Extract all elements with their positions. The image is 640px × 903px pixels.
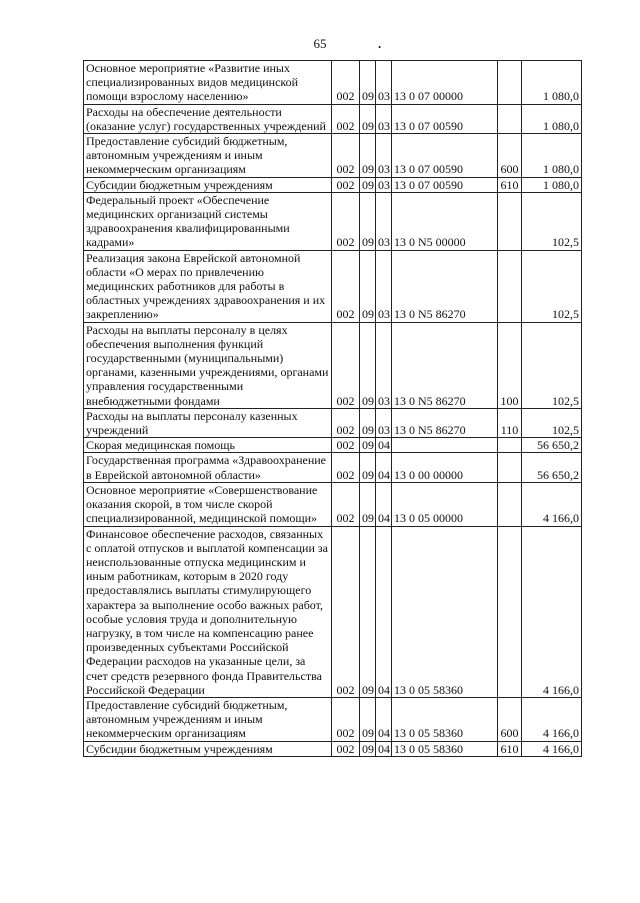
row-subsection: 03 <box>376 192 392 250</box>
row-target-article: 13 0 00 00000 <box>392 453 498 482</box>
row-expense-type <box>498 482 522 526</box>
row-admin-code: 002 <box>332 453 360 482</box>
table-row <box>84 482 582 526</box>
row-section: 09 <box>360 192 376 250</box>
row-admin-code: 002 <box>332 104 360 133</box>
row-subsection: 03 <box>376 408 392 437</box>
row-section: 09 <box>360 104 376 133</box>
row-amount: 1 080,0 <box>522 177 582 192</box>
row-subsection: 04 <box>376 741 392 756</box>
table-row <box>84 134 582 178</box>
table-row <box>84 322 582 408</box>
row-admin-code: 002 <box>332 250 360 322</box>
row-amount: 4 166,0 <box>522 741 582 756</box>
table-row <box>84 104 582 133</box>
row-section: 09 <box>360 177 376 192</box>
budget-table-body <box>84 61 582 757</box>
table-row <box>84 526 582 697</box>
row-name: Предоставление субсидий бюджетным, автономным учреждениям и иным некоммерческим организациям <box>84 134 332 178</box>
row-subsection: 04 <box>376 697 392 741</box>
budget-table <box>83 60 582 757</box>
row-target-article: 13 0 05 58360 <box>392 526 498 697</box>
row-expense-type: 600 <box>498 697 522 741</box>
row-amount: 1 080,0 <box>522 104 582 133</box>
row-admin-code: 002 <box>332 697 360 741</box>
table-row <box>84 177 582 192</box>
row-admin-code: 002 <box>332 438 360 453</box>
table-row <box>84 61 582 105</box>
row-section: 09 <box>360 322 376 408</box>
row-admin-code: 002 <box>332 192 360 250</box>
row-subsection: 03 <box>376 250 392 322</box>
row-amount: 4 166,0 <box>522 697 582 741</box>
row-expense-type <box>498 438 522 453</box>
row-target-article: 13 0 05 58360 <box>392 697 498 741</box>
row-section: 09 <box>360 61 376 105</box>
row-name: Федеральный проект «Обеспечение медицинских организаций системы здравоохранения квалифицированными кадрами» <box>84 192 332 250</box>
row-expense-type <box>498 250 522 322</box>
row-name: Расходы на выплаты персоналу казенных учреждений <box>84 408 332 437</box>
row-admin-code: 002 <box>332 482 360 526</box>
row-admin-code: 002 <box>332 177 360 192</box>
row-admin-code: 002 <box>332 526 360 697</box>
row-subsection: 04 <box>376 482 392 526</box>
row-expense-type <box>498 104 522 133</box>
row-expense-type <box>498 61 522 105</box>
row-section: 09 <box>360 482 376 526</box>
row-name: Государственная программа «Здравоохранение в Еврейской автономной области» <box>84 453 332 482</box>
row-subsection: 03 <box>376 322 392 408</box>
row-admin-code: 002 <box>332 61 360 105</box>
row-amount: 4 166,0 <box>522 526 582 697</box>
row-subsection: 04 <box>376 438 392 453</box>
row-name: Реализация закона Еврейской автономной области «О мерах по привлечению медицинских работников для работы в областных учреждениях здравоохранения и их закреплению» <box>84 250 332 322</box>
row-name: Предоставление субсидий бюджетным, автономным учреждениям и иным некоммерческим организациям <box>84 697 332 741</box>
table-row <box>84 697 582 741</box>
row-amount: 4 166,0 <box>522 482 582 526</box>
row-target-article <box>392 438 498 453</box>
row-expense-type: 600 <box>498 134 522 178</box>
row-section: 09 <box>360 453 376 482</box>
row-amount: 102,5 <box>522 250 582 322</box>
row-amount: 1 080,0 <box>522 134 582 178</box>
row-amount: 102,5 <box>522 408 582 437</box>
row-expense-type <box>498 526 522 697</box>
row-target-article: 13 0 07 00590 <box>392 177 498 192</box>
row-subsection: 04 <box>376 526 392 697</box>
row-name: Расходы на выплаты персоналу в целях обеспечения выполнения функций государственными (муниципальными) органами, казенными учреждениями, органами управления государственными внебюджетными фондами <box>84 322 332 408</box>
row-expense-type: 100 <box>498 322 522 408</box>
table-row <box>84 453 582 482</box>
table-row <box>84 250 582 322</box>
row-admin-code: 002 <box>332 408 360 437</box>
row-target-article: 13 0 N5 86270 <box>392 322 498 408</box>
row-expense-type: 610 <box>498 741 522 756</box>
row-target-article: 13 0 07 00590 <box>392 134 498 178</box>
row-section: 09 <box>360 526 376 697</box>
row-amount: 102,5 <box>522 192 582 250</box>
row-target-article: 13 0 05 58360 <box>392 741 498 756</box>
row-section: 09 <box>360 408 376 437</box>
table-row <box>84 438 582 453</box>
row-target-article: 13 0 N5 86270 <box>392 408 498 437</box>
page-number: 65 <box>313 36 327 51</box>
row-target-article: 13 0 N5 86270 <box>392 250 498 322</box>
row-name: Финансовое обеспечение расходов, связанных с оплатой отпусков и выплатой компенсации за неиспользованные отпуска медицинским и иным работникам, которым в 2020 году предоставлялись выплаты стимулирующего характера за выполнение особо важных работ, особые условия труда и дополнительную нагрузку, в том числе на компенсацию ранее произведенных субъектами Российской Федерации расходов на указанные цели, за счет средств резервного фонда Правительства Российской Федерации <box>84 526 332 697</box>
row-target-article: 13 0 07 00000 <box>392 61 498 105</box>
row-subsection: 03 <box>376 177 392 192</box>
table-row <box>84 741 582 756</box>
row-name: Субсидии бюджетным учреждениям <box>84 741 332 756</box>
row-section: 09 <box>360 697 376 741</box>
row-subsection: 03 <box>376 61 392 105</box>
row-amount: 56 650,2 <box>522 438 582 453</box>
row-admin-code: 002 <box>332 741 360 756</box>
table-row <box>84 192 582 250</box>
row-target-article: 13 0 07 00590 <box>392 104 498 133</box>
row-section: 09 <box>360 250 376 322</box>
row-amount: 56 650,2 <box>522 453 582 482</box>
row-name: Субсидии бюджетным учреждениям <box>84 177 332 192</box>
row-expense-type: 610 <box>498 177 522 192</box>
row-name: Скорая медицинская помощь <box>84 438 332 453</box>
row-target-article: 13 0 N5 00000 <box>392 192 498 250</box>
row-name: Основное мероприятие «Развитие иных специализированных видов медицинской помощи взрослому населению» <box>84 61 332 105</box>
row-section: 09 <box>360 741 376 756</box>
row-section: 09 <box>360 438 376 453</box>
row-target-article: 13 0 05 00000 <box>392 482 498 526</box>
row-name: Расходы на обеспечение деятельности (оказание услуг) государственных учреждений <box>84 104 332 133</box>
row-subsection: 04 <box>376 453 392 482</box>
row-expense-type <box>498 453 522 482</box>
row-subsection: 03 <box>376 104 392 133</box>
table-row <box>84 408 582 437</box>
row-amount: 102,5 <box>522 322 582 408</box>
row-name: Основное мероприятие «Совершенствование оказания скорой, в том числе скорой специализированной, медицинской помощи» <box>84 482 332 526</box>
row-expense-type <box>498 192 522 250</box>
row-amount: 1 080,0 <box>522 61 582 105</box>
row-admin-code: 002 <box>332 134 360 178</box>
row-subsection: 03 <box>376 134 392 178</box>
row-expense-type: 110 <box>498 408 522 437</box>
row-admin-code: 002 <box>332 322 360 408</box>
page-mark: . <box>378 36 382 51</box>
row-section: 09 <box>360 134 376 178</box>
